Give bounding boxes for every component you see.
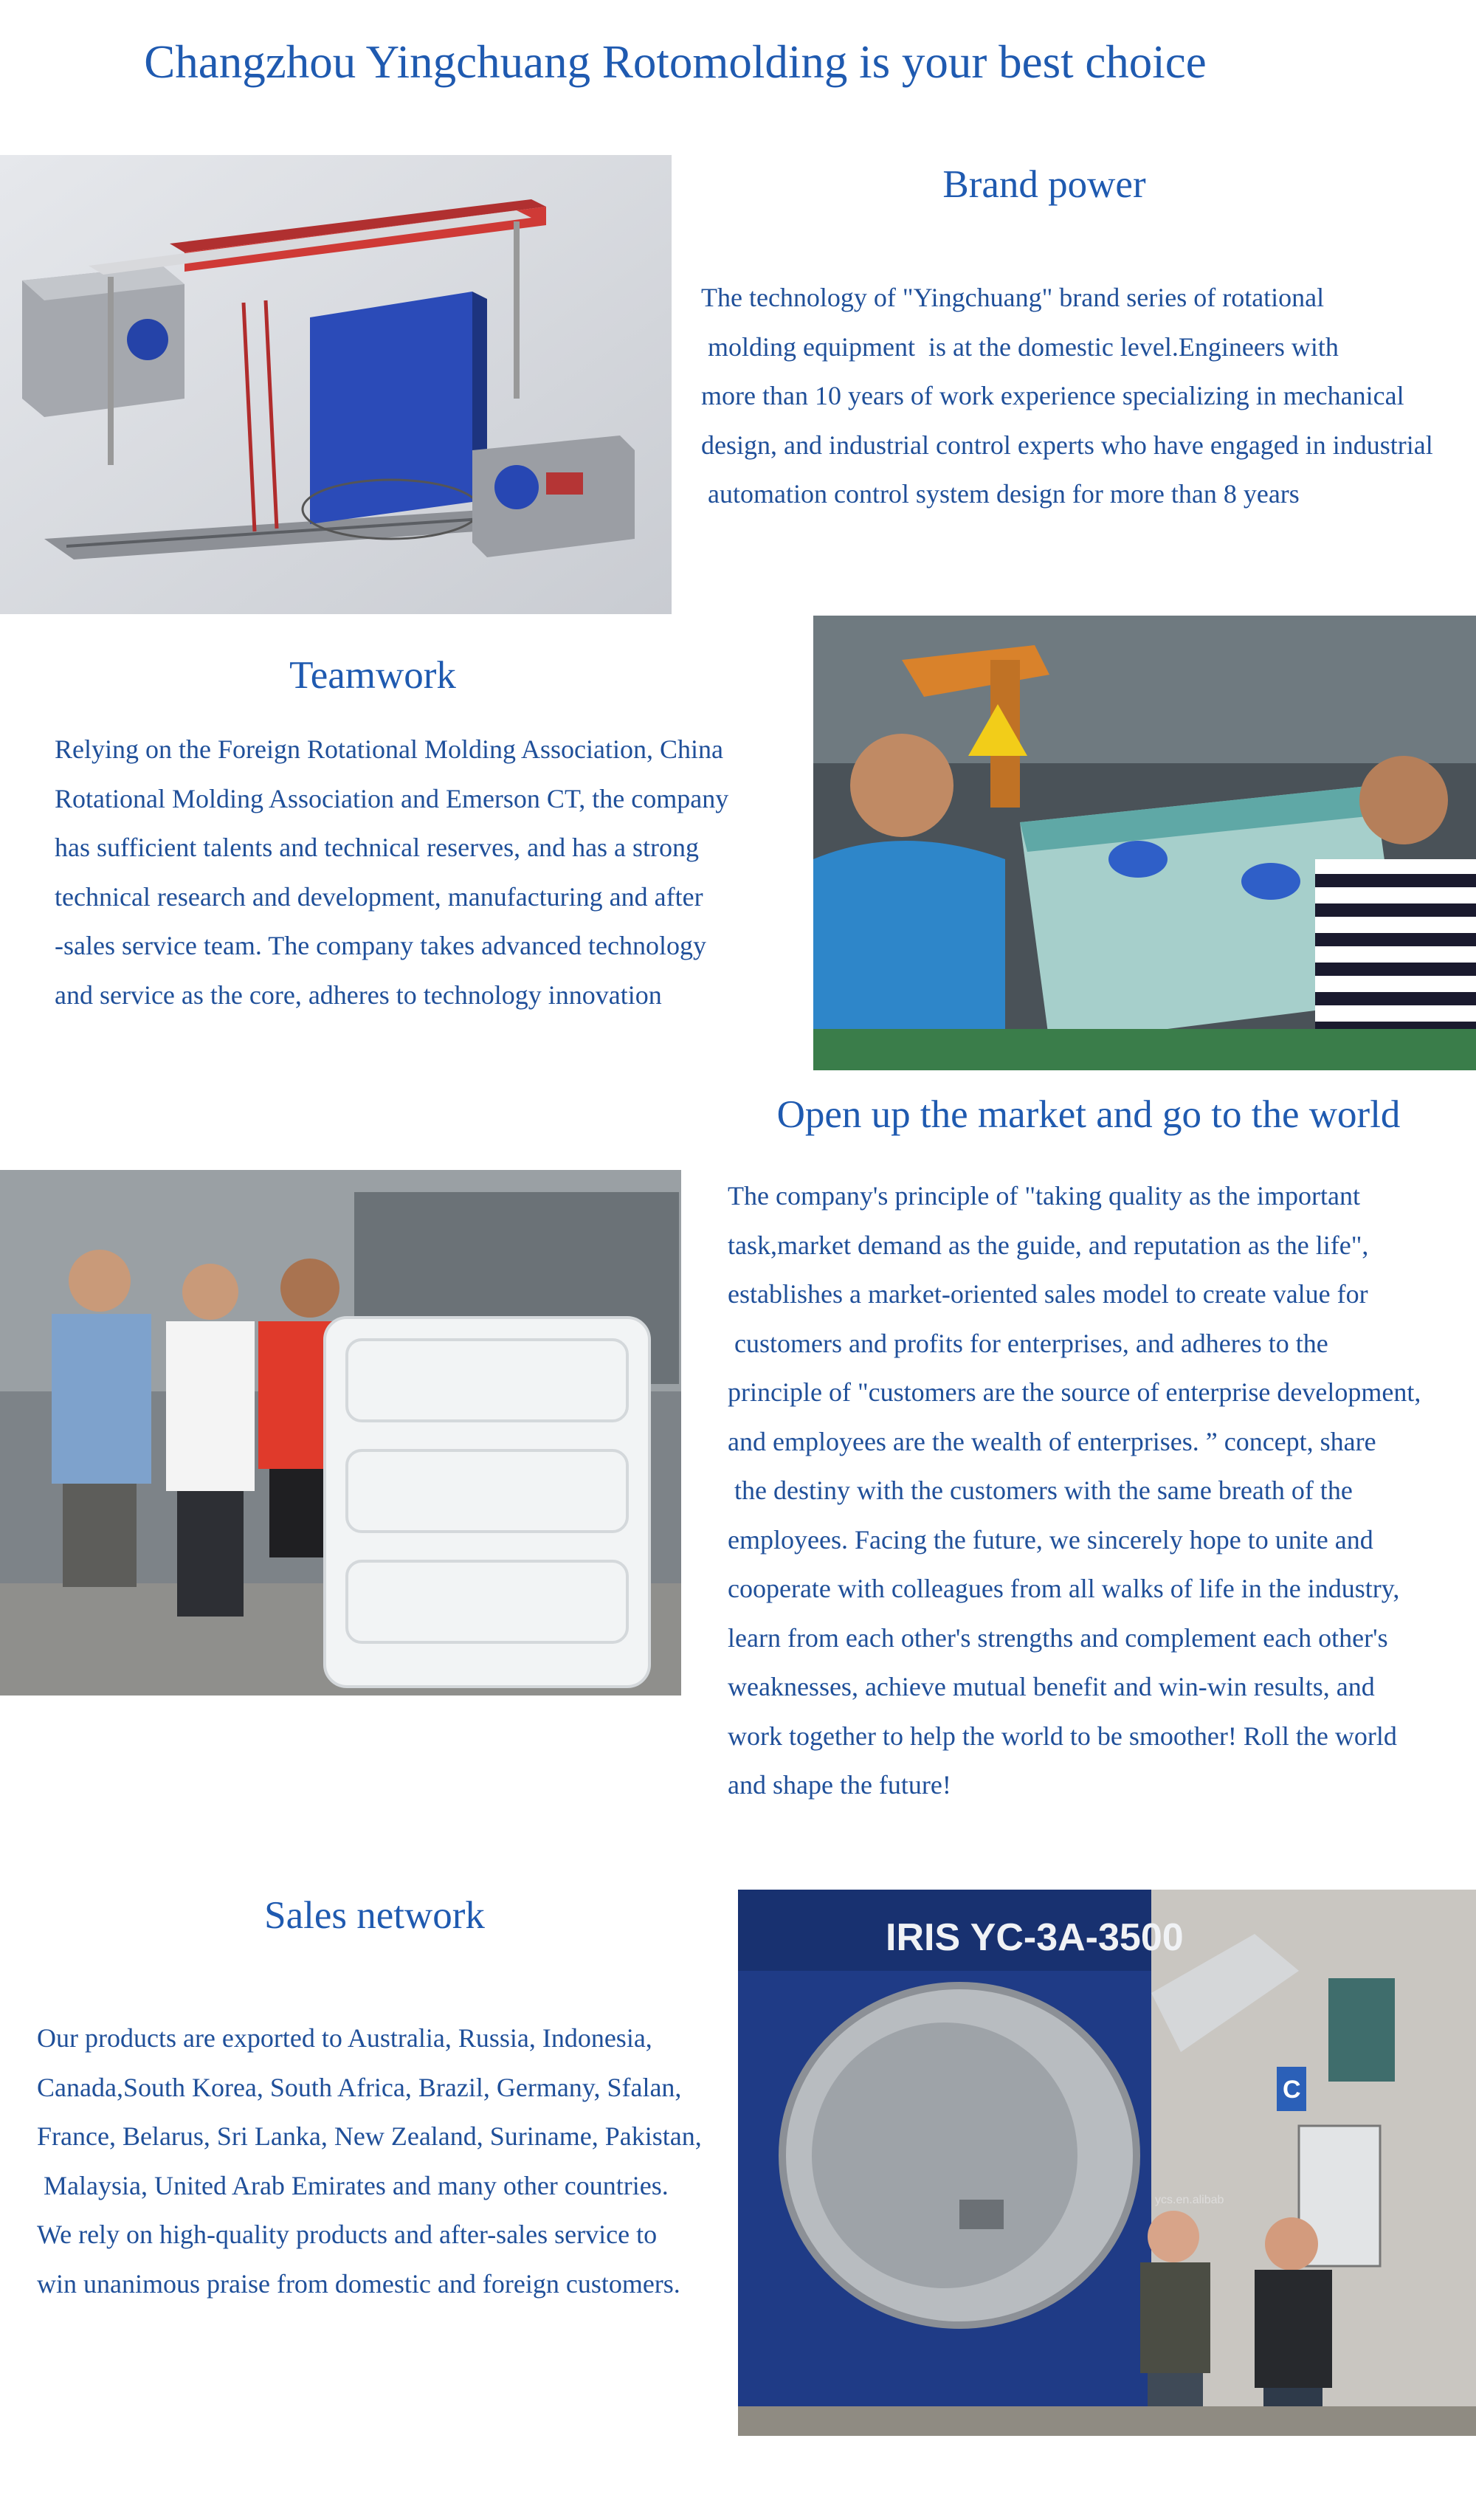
- iris-rotomolding-machine-icon: [738, 1890, 1476, 2436]
- text-line: customers and profits for enterprises, and adheres to the: [728, 1328, 1328, 1358]
- customers-photo: [0, 1170, 681, 1696]
- section-text-brand-power: [701, 273, 1433, 519]
- text-line: Canada,South Korea, South Africa, Brazil, Germany, Sfalan,: [37, 2072, 682, 2102]
- workers-photo: [813, 616, 1476, 1070]
- section-heading-market: Open up the market and go to the world: [776, 1093, 1401, 1136]
- text-line: Rotational Molding Association and Emerson CT, the company: [55, 783, 729, 813]
- text-line: and service as the core, adheres to technology innovation: [55, 980, 662, 1010]
- section-text-teamwork: [55, 725, 728, 1019]
- text-line: Malaysia, United Arab Emirates and many other countries.: [37, 2170, 669, 2200]
- section-text-market: [728, 1171, 1421, 1810]
- text-line: has sufficient talents and technical reserves, and has a strong: [55, 833, 700, 862]
- text-line: automation control system design for more than 8 years: [701, 479, 1300, 509]
- text-line: and employees are the wealth of enterprises. ” concept, share: [728, 1426, 1376, 1456]
- text-line: We rely on high-quality products and after-sales service to: [37, 2220, 658, 2249]
- text-line: molding equipment is at the domestic level.Engineers with: [701, 331, 1339, 362]
- text-line: establishes a market-oriented sales model to create value for: [728, 1279, 1368, 1309]
- text-line: and shape the future!: [728, 1770, 951, 1800]
- text-line: task,market demand as the guide, and reputation as the life",: [728, 1230, 1369, 1260]
- text-line: design, and industrial control experts who have engaged in industrial: [701, 430, 1433, 460]
- section-heading-sales-network: Sales network: [264, 1894, 485, 1937]
- workers-demolding-tank-icon: [813, 616, 1476, 1070]
- panel-letter: C: [1283, 2076, 1301, 2104]
- text-line: Our products are exported to Australia, Russia, Indonesia,: [37, 2023, 652, 2053]
- section-heading-teamwork: Teamwork: [289, 654, 456, 697]
- machine-sign-text: IRIS YC-3A-3500: [886, 1916, 1184, 1959]
- text-line: employees. Facing the future, we sincerely hope to unite and: [728, 1524, 1373, 1555]
- text-line: The technology of "Yingchuang" brand series of rotational: [701, 283, 1325, 312]
- shuttle-rotomolding-machine-icon: [0, 155, 672, 614]
- text-line: France, Belarus, Sri Lanka, New Zealand, Suriname, Pakistan,: [37, 2121, 702, 2151]
- text-line: principle of "customers are the source of enterprise development,: [728, 1377, 1421, 1407]
- text-line: -sales service team. The company takes advanced technology: [55, 931, 706, 960]
- text-line: win unanimous praise from domestic and foreign customers.: [37, 2268, 680, 2299]
- text-line: technical research and development, manufacturing and after: [55, 881, 703, 912]
- text-line: learn from each other's strengths and complement each other's: [728, 1622, 1388, 1653]
- text-line: work together to help the world to be smoother! Roll the world: [728, 1721, 1397, 1751]
- page-title: Changzhou Yingchuang Rotomolding is your best choice: [144, 36, 1207, 88]
- section-text-sales-network: [37, 2014, 702, 2308]
- customers-with-white-tank-icon: [0, 1170, 681, 1696]
- photo-watermark: ycs.en.alibab: [1155, 2194, 1224, 2206]
- text-line: the destiny with the customers with the same breath of the: [728, 1476, 1353, 1505]
- machine-render-photo: [0, 155, 672, 614]
- section-heading-brand-power: Brand power: [942, 163, 1146, 206]
- text-line: more than 10 years of work experience specializing in mechanical: [701, 381, 1404, 410]
- text-line: The company's principle of "taking quality as the important: [728, 1181, 1360, 1211]
- iris-machine-photo: [738, 1890, 1476, 2436]
- text-line: weaknesses, achieve mutual benefit and win-win results, and: [728, 1672, 1375, 1701]
- text-line: Relying on the Foreign Rotational Molding Association, China: [55, 734, 723, 764]
- text-line: cooperate with colleagues from all walks of life in the industry,: [728, 1574, 1400, 1603]
